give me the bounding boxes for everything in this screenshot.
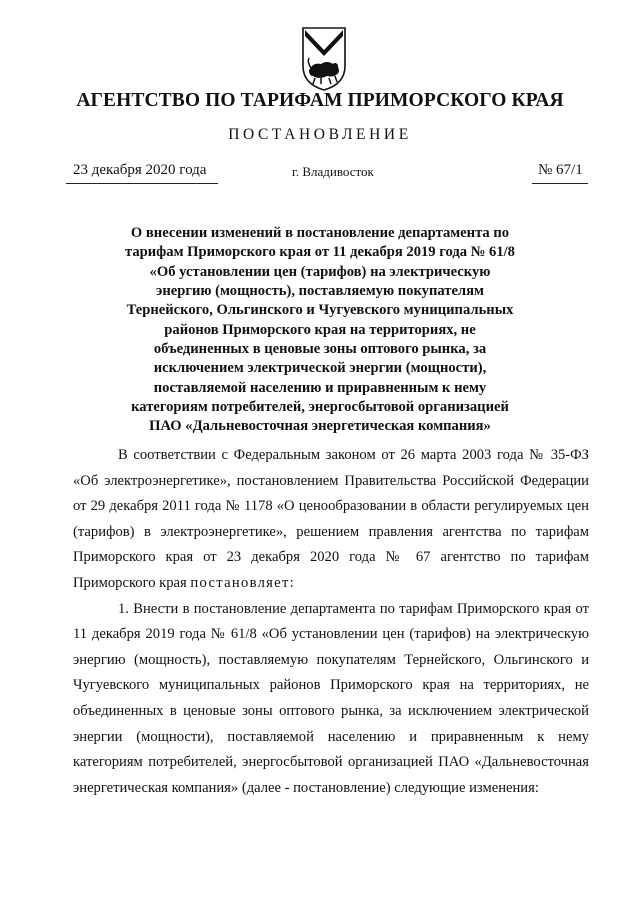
resolves-word: постановляет: [190,574,295,591]
date-underline [66,183,218,184]
document-number: № 67/1 [538,162,583,178]
title-line: категориям потребителей, энергосбытовой организацией [131,399,509,416]
title-line: энергию (мощность), поставляемую покупателям [156,283,484,300]
title-line: ПАО «Дальневосточная энергетическая компания» [149,418,491,435]
document-body [73,443,589,801]
preamble-text: В соответствии с Федеральным законом от 26 марта 2003 года № 35-ФЗ «Об электроэнергетике», постановлением Правительства Российской Федерации от 29 декабря 2011 года № 1178 «О ценообразовании в области регулируемых цен (тарифов) в электроэнергетике», решением правления агентства по тарифам Приморского края от 23 декабря 2020 года № 67 агентство по тарифам Приморского края [73,447,589,591]
agency-name: АГЕНТСТВО ПО ТАРИФАМ ПРИМОРСКОГО КРАЯ [76,90,564,111]
preamble-paragraph [73,443,589,597]
title-line: районов Приморского края на территориях, не [164,321,476,338]
clause-1-paragraph: 1. Внести в постановление департамента по тарифам Приморского края от 11 декабря 2019 года № 61/8 «Об установлении цен (тарифов) на электрическую энергию (мощность), поставляемую покупателям Тернейского, Ольгинского и Чугуевского муниципальных районов Приморского края на территориях, не объединенных в ценовые зоны оптового рынка, за исключением электрической энергии (мощности), поставляемой населению и приравненным к нему категориям потребителей, энергосбытовой организацией ПАО «Дальневосточная энергетическая компания» (далее - постановление) следующие изменения: [73,600,589,796]
title-line: О внесении изменений в постановление департамента по [130,225,510,241]
document-type: ПОСТАНОВЛЕНИЕ [228,126,412,143]
document-title [100,224,540,437]
title-line: Тернейского, Ольгинского и Чугуевского муниципальных [126,302,514,319]
title-line: исключением электрической энергии (мощности), [153,360,487,377]
document-date: 23 декабря 2020 года [73,162,207,178]
title-line: тарифам Приморского края от 11 декабря 2019 года № 61/8 [125,244,515,261]
title-line: объединенных в ценовые зоны оптового рынка, за [153,341,487,358]
title-line: «Об установлении цен (тарифов) на электрическую [149,263,491,280]
document-city: г. Владивосток [292,164,374,179]
coat-of-arms-emblem [301,26,347,92]
number-underline [532,183,588,184]
title-line: поставляемой населению и приравненным к нему [153,379,487,396]
